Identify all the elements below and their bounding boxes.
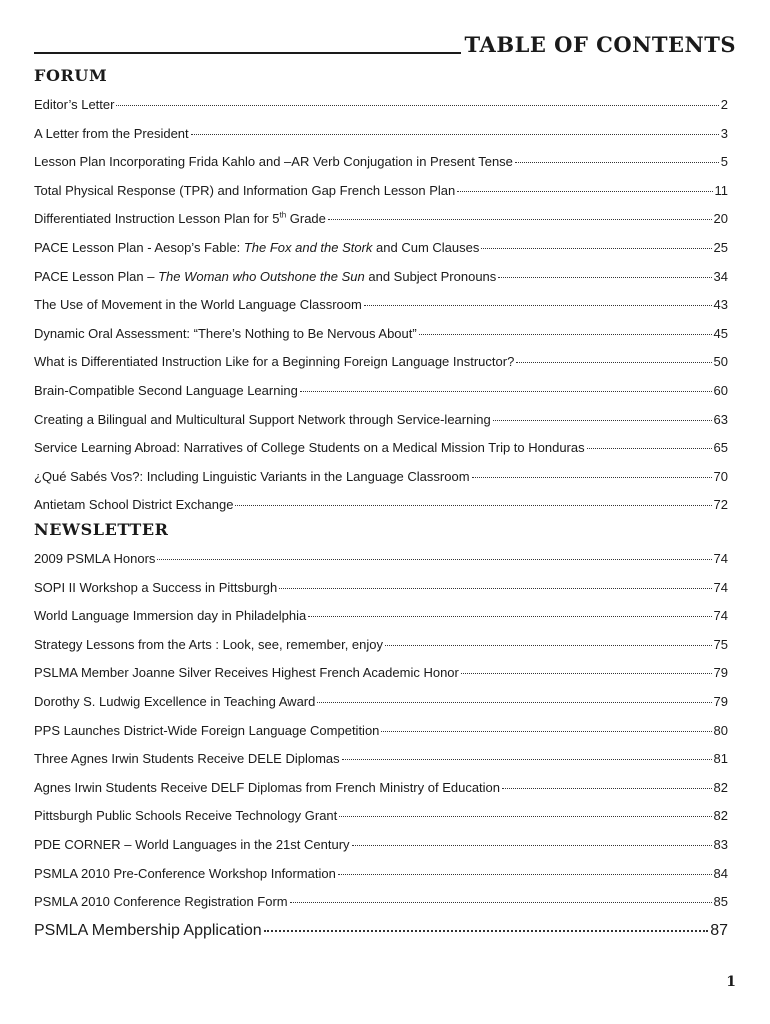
dot-leader (461, 672, 712, 674)
toc-entry-page: 3 (720, 125, 728, 141)
toc-entry[interactable] (34, 806, 728, 835)
toc-entry-title: Service Learning Abroad: Narratives of College Students on a Medical Mission Trip to Honduras (34, 440, 585, 456)
toc-entry-title-part: PACE Lesson Plan – (34, 268, 159, 284)
toc-entry-page: 79 (713, 693, 728, 709)
toc-entry[interactable] (34, 410, 728, 439)
toc-entry[interactable] (34, 95, 728, 124)
page-number: 1 (726, 974, 736, 990)
toc-entry-title: World Language Immersion day in Philadelphia (34, 608, 307, 624)
toc-entry[interactable] (34, 921, 728, 951)
dot-leader (235, 504, 711, 506)
toc-entry[interactable] (34, 749, 728, 778)
toc-entry-page: 74 (713, 608, 728, 624)
dot-leader (419, 333, 712, 335)
toc-entry-title: 2009 PSMLA Honors (34, 551, 156, 566)
dot-leader (381, 730, 711, 732)
toc-entry-title-part: and Subject Pronouns (364, 268, 497, 284)
page-title: TABLE OF CONTENTS (464, 32, 736, 57)
toc-entry[interactable] (34, 209, 728, 238)
dot-leader (308, 615, 711, 617)
dot-leader (157, 558, 711, 560)
toc-header (34, 30, 736, 60)
toc-entry-title: PSLMA Member Joanne Silver Receives Highest French Academic Honor (34, 665, 459, 681)
toc-entry-title: Antietam School District Exchange (34, 497, 234, 513)
forum-toc-list (34, 95, 728, 524)
toc-entry[interactable] (34, 606, 728, 635)
dot-leader (290, 901, 712, 903)
dot-leader (317, 701, 711, 703)
toc-entry-page: 75 (713, 636, 728, 652)
toc-entry-page: 20 (713, 211, 728, 227)
toc-entry-title: Lesson Plan Incorporating Frida Kahlo and –AR Verb Conjugation in Present Tense (34, 154, 513, 170)
toc-entry-page: 50 (713, 354, 728, 370)
toc-entry-page: 81 (713, 751, 728, 767)
toc-entry-title: Total Physical Response (TPR) and Information Gap French Lesson Plan (34, 182, 456, 198)
toc-entry[interactable] (34, 692, 728, 721)
toc-entry-page: 84 (713, 865, 728, 881)
toc-entry[interactable] (34, 152, 728, 181)
toc-entry-title: What is Differentiated Instruction Like for a Beginning Foreign Language Instructor? (34, 354, 515, 370)
toc-entry-page: 2 (720, 97, 728, 112)
toc-entry-page: 87 (710, 921, 728, 939)
toc-entry-title-part: PACE Lesson Plan - Aesop’s Fable: (34, 239, 244, 255)
dot-leader (338, 873, 712, 875)
toc-entry-title (34, 267, 496, 287)
toc-entry-superscript: th (279, 211, 287, 221)
toc-entry[interactable] (34, 663, 728, 692)
dot-leader (339, 815, 711, 817)
toc-entry-title-italic: The Woman who Outshone the Sun (158, 268, 365, 284)
toc-entry[interactable] (34, 238, 728, 267)
toc-entry-title-part: Differentiated Instruction Lesson Plan for 5 (34, 211, 280, 227)
toc-entry[interactable] (34, 181, 728, 210)
dot-leader (385, 644, 712, 646)
dot-leader (515, 161, 719, 163)
toc-entry-page: 74 (713, 551, 728, 566)
dot-leader (481, 247, 711, 249)
toc-entry-title: Dorothy S. Ludwig Excellence in Teaching Award (34, 693, 316, 709)
dot-leader (116, 104, 718, 106)
toc-entry-title-italic: The Fox and the Stork (243, 239, 373, 255)
toc-entry[interactable] (34, 864, 728, 893)
section-title-newsletter: NEWSLETTER (34, 520, 169, 539)
newsletter-toc-list (34, 549, 728, 951)
toc-entry-title: PSMLA 2010 Conference Registration Form (34, 894, 288, 910)
dot-leader (587, 447, 712, 449)
dot-leader (328, 218, 712, 220)
toc-entry-title: Three Agnes Irwin Students Receive DELE Diplomas (34, 751, 340, 767)
toc-entry-page: 60 (713, 382, 728, 398)
dot-leader (457, 190, 712, 192)
toc-entry-title: Pittsburgh Public Schools Receive Technology Grant (34, 808, 338, 824)
toc-entry-page: 34 (713, 268, 728, 284)
toc-entry-page: 63 (713, 411, 728, 427)
toc-entry-page: 82 (713, 779, 728, 795)
toc-entry-page: 85 (713, 894, 728, 910)
toc-entry-title: SOPI II Workshop a Success in Pittsburgh (34, 579, 278, 595)
dot-leader (264, 929, 709, 932)
header-rule (34, 52, 461, 54)
toc-entry-title-part: Grade (286, 211, 326, 227)
dot-leader (279, 587, 711, 589)
toc-entry[interactable] (34, 324, 728, 353)
toc-entry[interactable] (34, 352, 728, 381)
toc-entry-page: 79 (713, 665, 728, 681)
dot-leader (493, 419, 712, 421)
toc-entry-title: Editor’s Letter (34, 97, 115, 112)
dot-leader (364, 304, 712, 306)
dot-leader (342, 758, 712, 760)
toc-entry[interactable] (34, 295, 728, 324)
toc-entry[interactable] (34, 721, 728, 750)
toc-entry[interactable] (34, 381, 728, 410)
toc-entry-title-part: and Cum Clauses (372, 239, 480, 255)
dot-leader (516, 361, 711, 363)
toc-entry[interactable] (34, 578, 728, 607)
toc-entry-title: Agnes Irwin Students Receive DELF Diplomas from French Ministry of Education (34, 779, 501, 795)
dot-leader (472, 476, 712, 478)
toc-entry-title: The Use of Movement in the World Language Classroom (34, 297, 362, 313)
toc-entry-title (34, 209, 326, 229)
toc-entry[interactable] (34, 549, 728, 578)
toc-entry[interactable] (34, 467, 728, 496)
toc-entry-title: A Letter from the President (34, 125, 189, 141)
toc-entry-page: 80 (713, 722, 728, 738)
toc-entry-page: 65 (713, 440, 728, 456)
toc-entry[interactable] (34, 635, 728, 664)
toc-entry-page: 43 (713, 297, 728, 313)
toc-entry-title: PSMLA Membership Application (34, 921, 262, 939)
toc-entry-page: 5 (720, 154, 728, 170)
toc-entry-title (34, 238, 479, 258)
dot-leader (191, 133, 719, 135)
toc-entry-page: 72 (713, 497, 728, 513)
toc-entry-title: Dynamic Oral Assessment: “There’s Nothing to Be Nervous About” (34, 325, 417, 341)
toc-entry-title: Creating a Bilingual and Multicultural Support Network through Service-learning (34, 411, 491, 427)
toc-entry[interactable] (34, 124, 728, 153)
toc-entry-page: 83 (713, 836, 728, 852)
toc-entry-page: 25 (713, 239, 728, 255)
toc-entry[interactable] (34, 835, 728, 864)
toc-entry[interactable] (34, 438, 728, 467)
toc-entry-page: 45 (713, 325, 728, 341)
dot-leader (352, 844, 712, 846)
toc-entry[interactable] (34, 778, 728, 807)
toc-entry-page: 70 (713, 468, 728, 484)
toc-entry-title: PDE CORNER – World Languages in the 21st Century (34, 836, 350, 852)
dot-leader (502, 787, 712, 789)
toc-entry[interactable] (34, 267, 728, 296)
toc-entry[interactable] (34, 892, 728, 921)
toc-entry-title: PPS Launches District-Wide Foreign Language Competition (34, 722, 380, 738)
toc-entry-page: 82 (713, 808, 728, 824)
toc-entry-page: 11 (714, 182, 728, 198)
toc-entry-title: Strategy Lessons from the Arts : Look, see, remember, enjoy (34, 636, 384, 652)
section-title-forum: FORUM (34, 66, 108, 85)
toc-entry-page: 74 (713, 579, 728, 595)
toc-entry-title: PSMLA 2010 Pre-Conference Workshop Information (34, 865, 336, 881)
dot-leader (300, 390, 712, 392)
toc-entry-title: Brain-Compatible Second Language Learning (34, 382, 298, 398)
dot-leader (498, 276, 711, 278)
toc-entry-title: ¿Qué Sabés Vos?: Including Linguistic Variants in the Language Classroom (34, 468, 470, 484)
